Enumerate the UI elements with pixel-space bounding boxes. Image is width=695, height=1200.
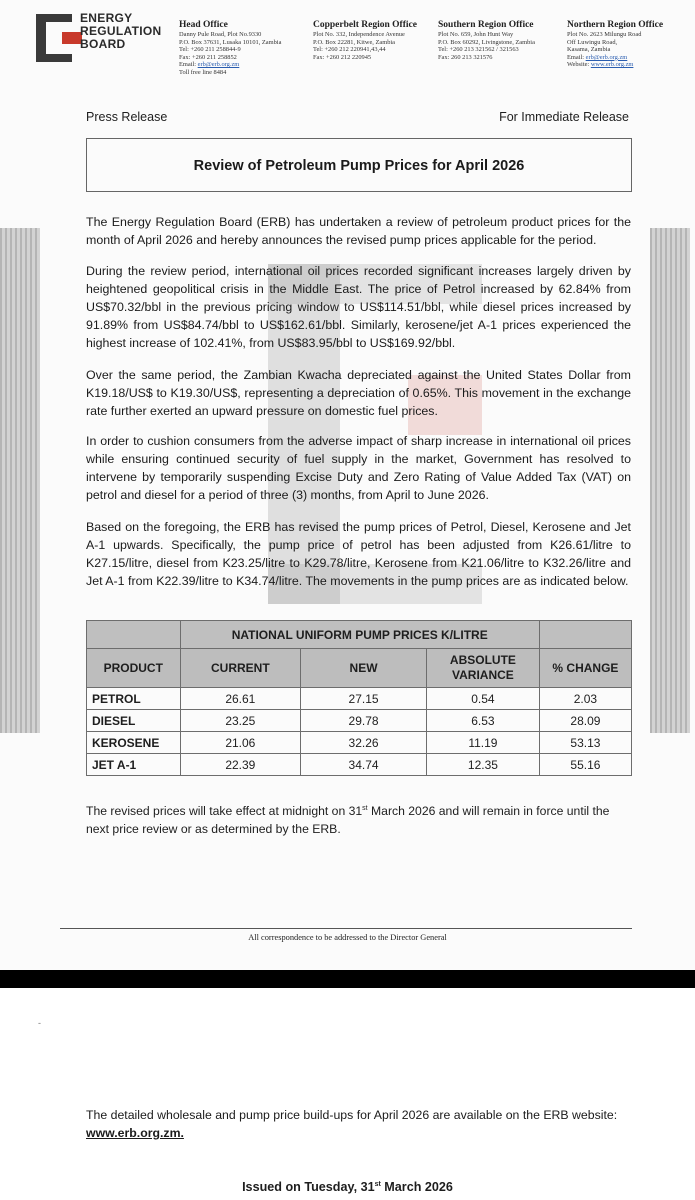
logo-line-3: BOARD: [80, 37, 126, 51]
column-header-percent-change: % CHANGE: [539, 649, 631, 688]
document-title: Review of Petroleum Pump Prices for April 2026: [193, 158, 525, 174]
cell-current: 23.25: [180, 710, 301, 732]
column-header-product: PRODUCT: [87, 649, 181, 688]
paragraph-exchange-rate: Over the same period, the Zambian Kwacha depreciated against the United States Dollar from K19.18/US$ to K19.30/US$, representing a depreciation of 0.65%. This movement in the exchange rate further exerted an upward pressure on domestic fuel prices.: [86, 368, 631, 418]
copperbelt-office-line: Plot No. 332, Independence Avenue: [313, 31, 405, 38]
logo-red-block: [62, 32, 82, 44]
page-mark: -: [38, 1018, 41, 1028]
cell-new: 34.74: [301, 754, 427, 776]
cell-new: 32.26: [301, 732, 427, 754]
cell-new: 27.15: [301, 688, 427, 710]
table-row: [87, 710, 632, 732]
copperbelt-office-line: Tel: +260 212 220941,43,44: [313, 46, 386, 54]
southern-office-title: Southern Region Office: [438, 20, 534, 30]
erb-logo: [36, 11, 186, 74]
title-box: [86, 138, 632, 192]
closing-sup: st: [362, 804, 368, 812]
footer-divider: [60, 928, 632, 929]
cell-new: 29.78: [301, 710, 427, 732]
email-label: Email:: [567, 53, 585, 61]
email-label: Email:: [179, 61, 197, 69]
southern-office-line: Tel: +260 213 321562 / 321563: [438, 46, 519, 54]
table-blank-cell: [87, 621, 181, 649]
copperbelt-office-title: Copperbelt Region Office: [313, 20, 417, 30]
cell-percent-change: 2.03: [539, 688, 631, 710]
head-office-block: [179, 20, 281, 77]
cell-current: 22.39: [180, 754, 301, 776]
northern-office-line: Plot No. 2623 Milungu Road: [567, 31, 642, 38]
logo-line-1: ENERGY: [80, 11, 133, 25]
build-up-paragraph: [86, 1106, 646, 1142]
southern-office-line: P.O. Box 60292, Livingstone, Zambia: [438, 38, 535, 46]
immediate-release-label: For Immediate Release: [499, 110, 629, 124]
build-up-text: The detailed wholesale and pump price build-ups for April 2026 are available on the ERB website:: [86, 1108, 618, 1122]
cell-percent-change: 28.09: [539, 710, 631, 732]
paragraph-intro: The Energy Regulation Board (ERB) has undertaken a review of petroleum product prices for the month of April 2026 and hereby announces the revised pump prices applicable for the period.: [86, 215, 631, 247]
cell-variance: 6.53: [426, 710, 539, 732]
closing-text-end: March 2026 and will remain in force until the next price review or as determined by the ERB.: [86, 804, 610, 836]
cell-current: 21.06: [180, 732, 301, 754]
issued-date: [0, 1180, 695, 1194]
cell-variance: 11.19: [426, 732, 539, 754]
right-edge-shadow: [650, 228, 690, 733]
northern-office-block: [567, 20, 663, 69]
northern-office-line: Kasama, Zambia: [567, 46, 611, 54]
head-office-title: Head Office: [179, 20, 228, 30]
issued-text-start: Issued on Tuesday, 31: [242, 1180, 375, 1194]
paragraph-oil-prices: During the review period, international oil prices recorded significant increases largely driven by heightened geopolitical crisis in the Middle East. The price of Petrol increased by 62.84% from US$70.32/bbl in the previous pricing window to US$114.51/bbl, while diesel prices increased by 91.89% from US$84.74/bbl to US$162.61/bbl. Similarly, kerosene/jet A-1 prices experienced the highest increase of 102.41%, from US$83.95/bbl to US$169.92/bbl.: [86, 264, 631, 350]
northern-office-website: [567, 61, 663, 69]
cell-product: KEROSENE: [87, 732, 181, 754]
column-header-new: NEW: [301, 649, 427, 688]
head-office-line: P.O. Box 37631, Lusaka 10101, Zambia: [179, 38, 282, 46]
cell-percent-change: 55.16: [539, 754, 631, 776]
toll-free-line: Toll free line 8484: [179, 68, 227, 76]
erb-website-link[interactable]: www.erb.org.zm.: [86, 1126, 184, 1140]
issued-text-end: March 2026: [380, 1180, 453, 1194]
southern-office-block: [438, 20, 535, 61]
cell-product: PETROL: [87, 688, 181, 710]
head-office-line: Fax: +260 211 258852: [179, 53, 237, 61]
table-blank-cell: [539, 621, 631, 649]
paragraph-revised-prices: Based on the foregoing, the ERB has revised the pump prices of Petrol, Diesel, Kerosene and Jet A-1 upwards. Specifically, the pump price of petrol has been adjusted from K26.61/litre to K27.15/litre, diesel from K23.25/litre to K29.78/litre, Kerosene from K21.06/litre to K32.26/litre and Jet A-1 from K22.39/litre to K34.74/litre. The movements in the pump prices are as indicated below.: [86, 520, 631, 588]
table-row: [87, 754, 632, 776]
copperbelt-office-line: Fax: +260 212 220945: [313, 53, 372, 61]
northern-office-line: Off Luwingu Road,: [567, 38, 618, 46]
head-office-line: Danny Pule Road, Plot No.9330: [179, 31, 262, 38]
cell-product: JET A-1: [87, 754, 181, 776]
table-row: [87, 732, 632, 754]
footer-correspondence-note: All correspondence to be addressed to the Director General: [248, 933, 447, 942]
logo-bracket-bottom: [36, 54, 72, 62]
website-label: Website:: [567, 61, 590, 69]
head-office-line: Tel: +260 211 258844-9: [179, 46, 241, 54]
logo-line-2: REGULATION: [80, 24, 162, 38]
page-separator: [0, 970, 695, 988]
table-row: [87, 688, 632, 710]
closing-text-start: The revised prices will take effect at midnight on 31: [86, 804, 363, 818]
copperbelt-office-block: [313, 20, 417, 61]
southern-office-line: Fax: 260 213 321576: [438, 53, 493, 61]
cell-current: 26.61: [180, 688, 301, 710]
northern-office-title: Northern Region Office: [567, 20, 664, 30]
document-page-2: [0, 988, 695, 1200]
website-link[interactable]: www.erb.org.zm: [590, 61, 634, 69]
northern-office-email: [567, 54, 663, 62]
head-office-email: [179, 61, 281, 69]
paragraph-government-intervention: In order to cushion consumers from the adverse impact of sharp increase in international oil prices while ensuring continued security of fuel supply in the market, Government has resolved to intervene by temporarily suspending Excise Duty and Zero Rating of Value Added Tax (VAT) on petrol and diesel for a period of three (3) months, from April to June 2026.: [86, 434, 631, 502]
logo-name: [80, 12, 161, 51]
cell-variance: 0.54: [426, 688, 539, 710]
press-release-label: Press Release: [86, 110, 168, 124]
cell-variance: 12.35: [426, 754, 539, 776]
effective-date-paragraph: [86, 802, 631, 838]
email-link[interactable]: erb@erb.org.zm: [585, 53, 628, 61]
cell-percent-change: 53.13: [539, 732, 631, 754]
southern-office-line: Plot No. 659, John Hunt Way: [438, 31, 514, 38]
pump-price-table: [86, 620, 632, 776]
left-edge-shadow: [0, 228, 40, 733]
column-header-current: CURRENT: [180, 649, 301, 688]
issued-sup: st: [374, 1180, 381, 1188]
column-header-absolute-variance: ABSOLUTE VARIANCE: [426, 649, 539, 688]
cell-product: DIESEL: [87, 710, 181, 732]
table-band-header: NATIONAL UNIFORM PUMP PRICES K/LITRE: [180, 621, 539, 649]
copperbelt-office-line: P.O. Box 22281, Kitwe, Zambia: [313, 38, 396, 46]
email-link[interactable]: erb@erb.org.zm: [197, 61, 240, 69]
